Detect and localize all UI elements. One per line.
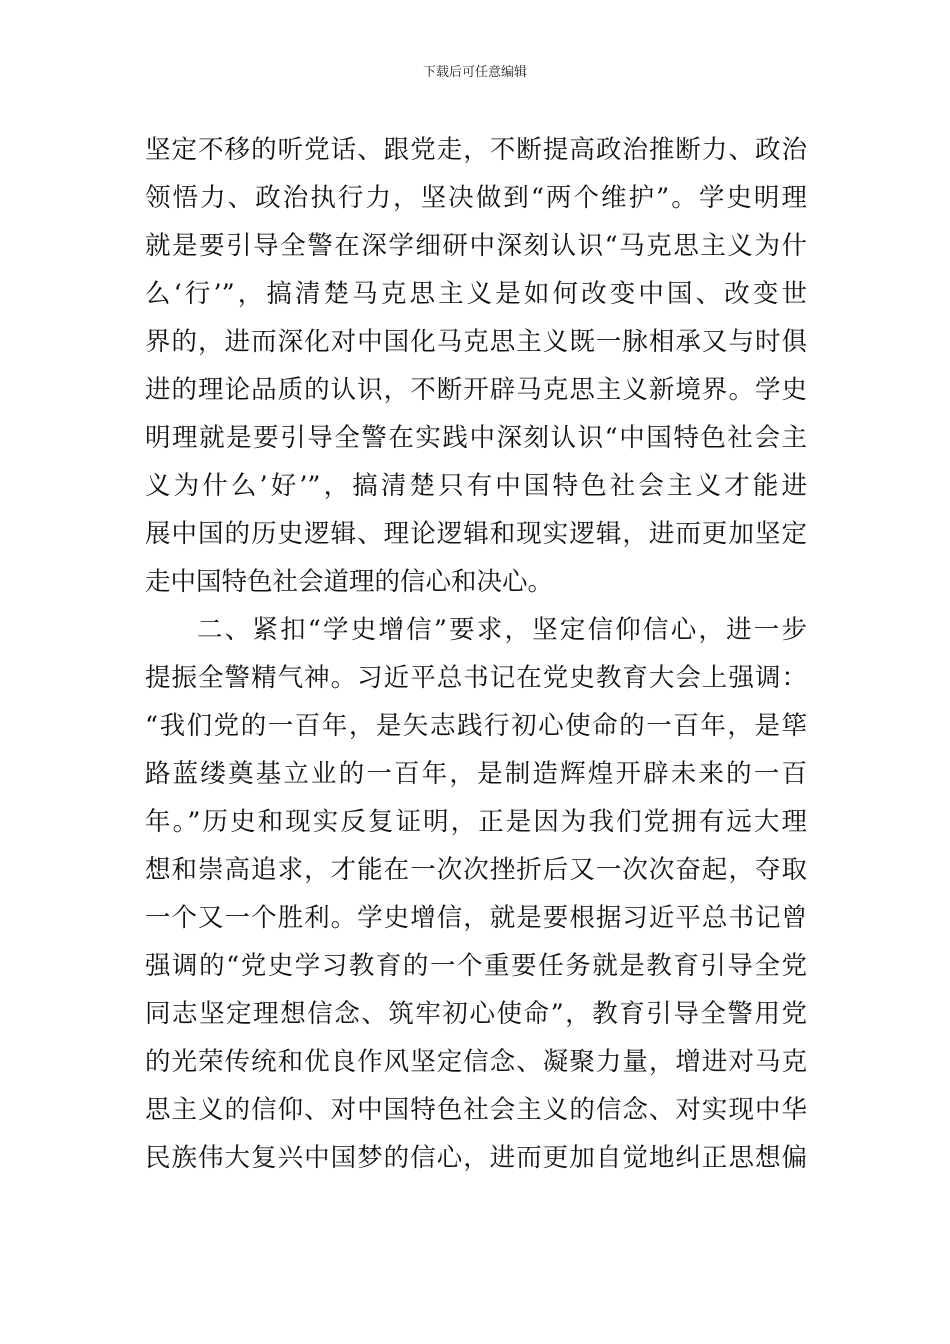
text-line: 路蓝缕奠基立业的一百年，是制造辉煌开辟未来的一百: [145, 759, 807, 789]
text-line: 明理就是要引导全警在实践中深刻认识“中国特色社会主: [145, 423, 807, 453]
text-line: 界的，进而深化对中国化马克思主义既一脉相承又与时俱: [145, 327, 807, 357]
page-header: 下载后可任意编辑: [422, 65, 527, 80]
text-line: 进的理论品质的认识，不断开辟马克思主义新境界。学史: [145, 375, 807, 405]
text-line: 坚定不移的听党话、跟党走，不断提高政治推断力、政治: [145, 135, 807, 165]
text-line: 民族伟大复兴中国梦的信心，进而更加自觉地纠正思想偏: [145, 1143, 807, 1173]
text-line: 思主义的信仰、对中国特色社会主义的信念、对实现中华: [145, 1095, 807, 1125]
text-line: 强调的“党史学习教育的一个重要任务就是教育引导全党: [145, 951, 807, 981]
paragraph-start-line: 二、紧扣“学史增信”要求，坚定信仰信心，进一步: [197, 615, 807, 645]
text-line: 领悟力、政治执行力，坚决做到“两个维护”。学史明理: [145, 183, 807, 213]
text-line: 走中国特色社会道理的信心和决心。: [145, 567, 554, 597]
text-line: 想和崇高追求，才能在一次次挫折后又一次次奋起，夺取: [145, 855, 807, 885]
text-line: 就是要引导全警在深学细研中深刻认识“马克思主义为什: [145, 231, 807, 261]
text-line: 年。”历史和现实反复证明，正是因为我们党拥有远大理: [145, 807, 807, 837]
text-line: 同志坚定理想信念、筑牢初心使命”，教育引导全警用党: [145, 999, 807, 1029]
text-line: 一个又一个胜利。学史增信，就是要根据习近平总书记曾: [145, 903, 807, 933]
text-line: 提振全警精气神。习近平总书记在党史教育大会上强调：: [145, 663, 807, 693]
text-line: 展中国的历史逻辑、理论逻辑和现实逻辑，进而更加坚定: [145, 519, 807, 549]
document-body: [145, 126, 807, 1182]
text-line: 么‘行’”，搞清楚马克思主义是如何改变中国、改变世: [145, 279, 807, 309]
text-line: 的光荣传统和优良作风坚定信念、凝聚力量，增进对马克: [145, 1047, 807, 1077]
text-line: 义为什么’好’”，搞清楚只有中国特色社会主义才能进: [145, 471, 807, 501]
text-line: “我们党的一百年，是矢志践行初心使命的一百年，是筚: [145, 711, 807, 741]
